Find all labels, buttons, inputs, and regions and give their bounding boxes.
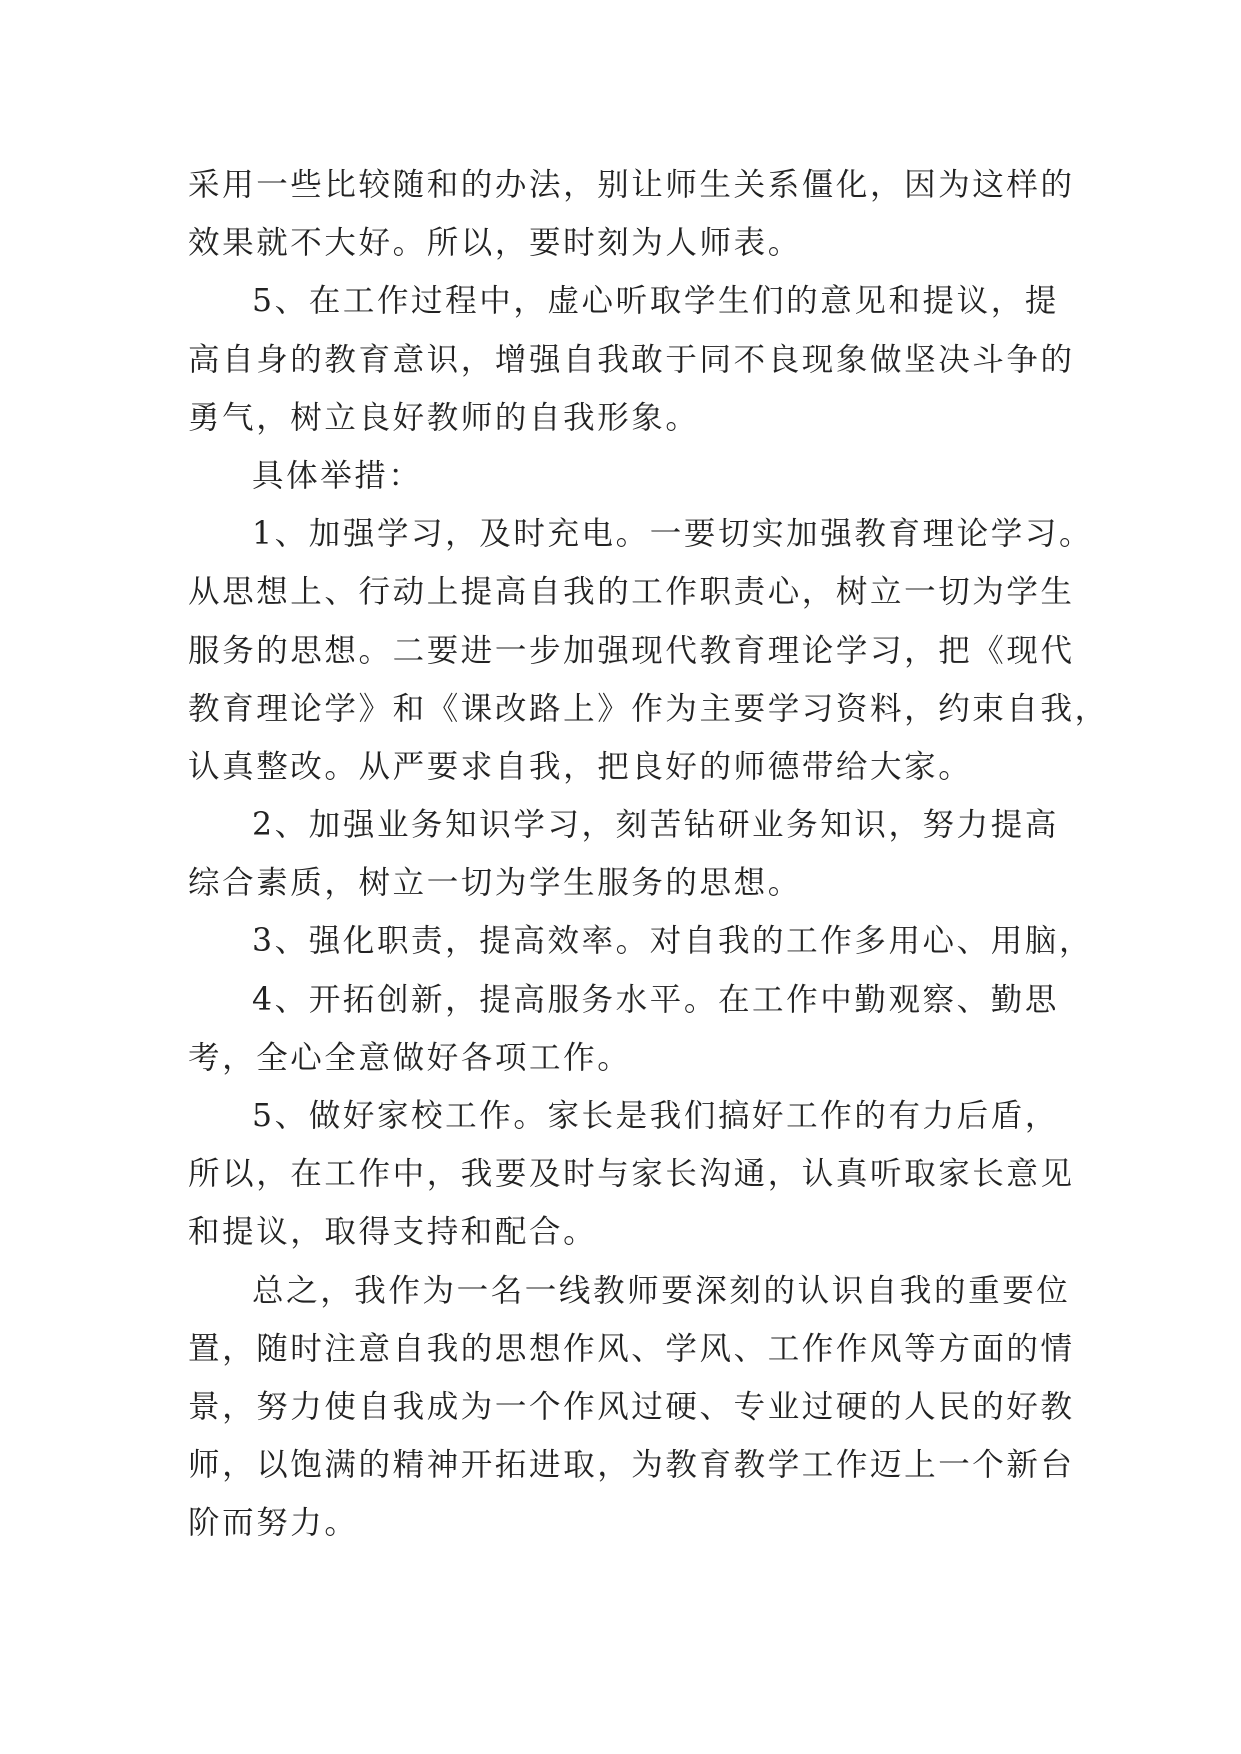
text-line: 教育理论学》和《课改路上》作为主要学习资料，约束自我， bbox=[188, 690, 1109, 727]
text-line: 综合素质，树立一切为学生服务的思想。 bbox=[188, 865, 802, 902]
text-line: 考，全心全意做好各项工作。 bbox=[188, 1039, 632, 1076]
text-line: 采用一些比较随和的办法，别让师生关系僵化，因为这样的 bbox=[188, 167, 1075, 203]
text-line: 所以，在工作中，我要及时与家长沟通，认真听取家长意见 bbox=[188, 1156, 1075, 1193]
text-line: 高自身的教育意识，增强自我敢于同不良现象做坚决斗争的 bbox=[188, 341, 1075, 378]
text-line: 3、强化职责，提高效率。对自我的工作多用心、用脑， bbox=[252, 923, 1094, 960]
text-line: 5、做好家校工作。家长是我们搞好工作的有力后盾， bbox=[252, 1098, 1059, 1134]
text-line: 5、在工作过程中，虚心听取学生们的意见和提议，提 bbox=[252, 283, 1059, 320]
text-line: 置，随时注意自我的思想作风、学风、工作作风等方面的情 bbox=[188, 1330, 1075, 1367]
text-line: 师，以饱满的精神开拓进取，为教育教学工作迈上一个新台 bbox=[188, 1447, 1075, 1484]
text-line: 阶而努力。 bbox=[188, 1505, 359, 1542]
text-line: 具体举措： bbox=[252, 457, 423, 494]
text-line: 和提议，取得支持和配合。 bbox=[188, 1214, 598, 1251]
text-line: 效果就不大好。所以，要时刻为人师表。 bbox=[188, 225, 802, 262]
text-line: 总之，我作为一名一线教师要深刻的认识自我的重要位 bbox=[252, 1272, 1071, 1309]
text-line: 勇气，树立良好教师的自我形象。 bbox=[188, 399, 700, 436]
text-line: 服务的思想。二要进一步加强现代教育理论学习，把《现代 bbox=[188, 632, 1075, 669]
text-line: 2、加强业务知识学习，刻苦钻研业务知识，努力提高 bbox=[252, 807, 1059, 844]
text-line: 4、开拓创新，提高服务水平。在工作中勤观察、勤思 bbox=[252, 981, 1059, 1018]
text-line: 从思想上、行动上提高自我的工作职责心，树立一切为学生 bbox=[188, 574, 1075, 611]
text-line: 认真整改。从严要求自我，把良好的师德带给大家。 bbox=[188, 748, 973, 785]
body-text bbox=[188, 156, 1109, 1553]
text-line: 景，努力使自我成为一个作风过硬、专业过硬的人民的好教 bbox=[188, 1388, 1075, 1425]
text-line: 1、加强学习，及时充电。一要切实加强教育理论学习。 bbox=[252, 516, 1094, 553]
